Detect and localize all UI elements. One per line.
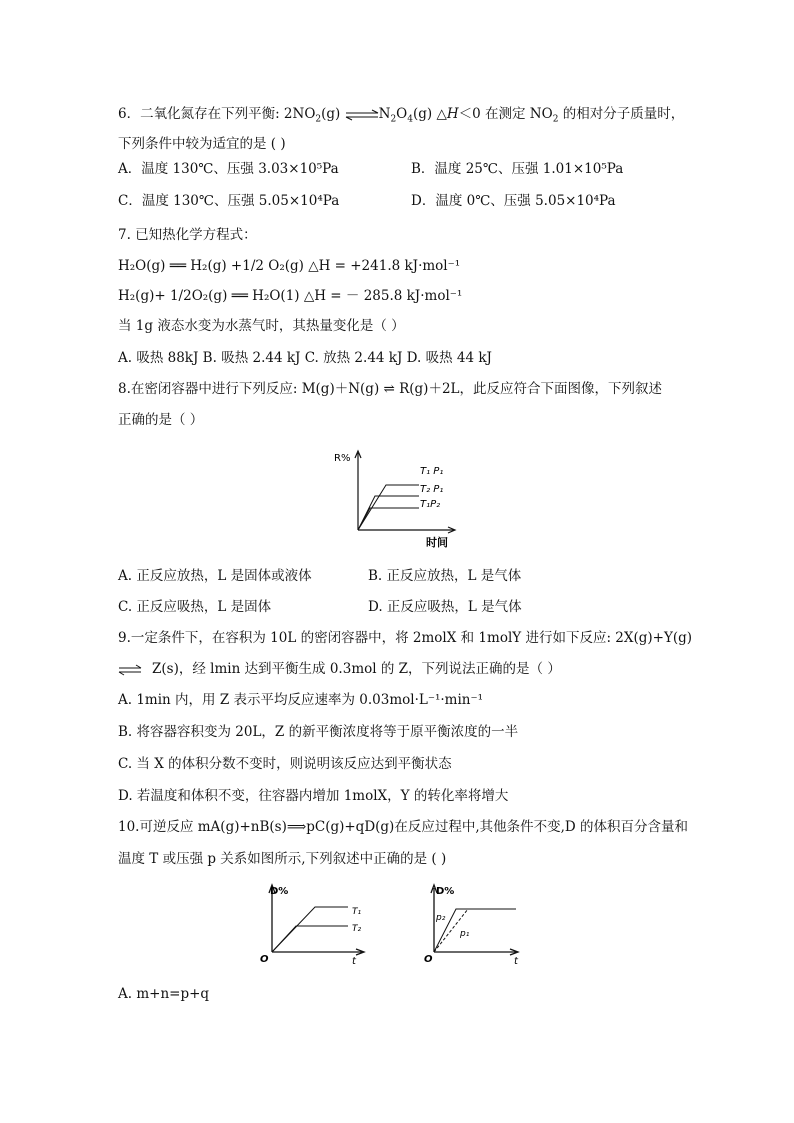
- q10-option-a: A. m+n=p+q: [118, 986, 210, 1002]
- q7-question: 当 1g 液态水变为水蒸气时，其热量变化是（ ）: [118, 318, 405, 334]
- q10-left-curve-1: [272, 907, 348, 952]
- q10-line2: 温度 T 或压强 p 关系如图所示,下列叙述中正确的是 ( ): [118, 851, 447, 867]
- q10-graph-right: [424, 880, 544, 970]
- q10-left-x-label: t: [352, 956, 356, 967]
- q6-line2: 下列条件中较为适宜的是 ( ): [118, 136, 286, 152]
- q9-line1: 9.一定条件下，在容积为 10L 的密闭容器中，将 2molX 和 1molY 进行如下反应: 2X(g)+Y(g): [118, 630, 693, 646]
- q6-line1: 6．二氧化氮存在下列平衡: $2NO_2(g)$ $N_2O_4(g)$ △H＜0 在测定 $NO_2$ 的相对分子质量时，: [118, 106, 685, 125]
- q10-right-x-label: t: [514, 956, 518, 967]
- q10-right-c2-label: p₁: [460, 929, 470, 939]
- q8-line1: 8.在密闭容器中进行下列反应: M(g)＋N(g) ⇌ R(g)＋2L，此反应符合下面图像，下列叙述: [118, 381, 662, 397]
- q8-option-d: D. 正反应吸热，L 是气体: [368, 599, 522, 615]
- q8-curve-1-label: T₁ P₁: [420, 466, 444, 477]
- q6-option-c: C．温度 130℃、压强 5.05×10⁴Pa: [118, 193, 340, 209]
- q8-graph: [330, 445, 470, 555]
- equilibrium-arrow-icon: [345, 110, 379, 120]
- q10-right-curve-1: [434, 909, 516, 952]
- q9-option-a: A. 1min 内，用 Z 表示平均反应速率为 0.03mol·L⁻¹·min⁻¹: [118, 692, 484, 708]
- q8-option-c: C. 正反应吸热，L 是固体: [118, 599, 272, 615]
- q10-right-origin: O: [424, 954, 433, 965]
- q10-line1: 10.可逆反应 mA(g)+nB(s)⟹pC(g)+qD(g)在反应过程中,其他条件不变,D 的体积百分含量和: [118, 819, 689, 835]
- q9-line2-wrap: [118, 660, 561, 678]
- q8-y-label: R%: [334, 453, 351, 464]
- q8-option-b: B. 正反应放热，L 是气体: [368, 568, 522, 584]
- q10-left-c1-label: T₁: [352, 907, 362, 917]
- q7-equation-1: H₂O(g) ══ H₂(g) +1/2 O₂(g) △H = +241.8 kJ·mol⁻¹: [118, 258, 461, 274]
- q8-x-label: 时间: [426, 536, 448, 549]
- q10-left-curve-2: [272, 926, 348, 952]
- q10-left-c2-label: T₂: [352, 924, 362, 934]
- q10-graph-left: [258, 880, 378, 970]
- q6-option-a: A．温度 130℃、压强 3.03×10⁵Pa: [118, 161, 339, 177]
- q10-right-y-label: D%: [436, 886, 455, 897]
- q8-option-a: A. 正反应放热，L 是固体或液体: [118, 568, 312, 584]
- q7-equation-2: H₂(g)+ 1/2O₂(g) ══ H₂O(1) △H = － 285.8 kJ·mol⁻¹: [118, 288, 463, 304]
- q8-line2: 正确的是（ ）: [118, 412, 204, 428]
- q10-right-c1-label: p₂: [436, 913, 446, 923]
- q8-curve-2-label: T₂ P₁: [420, 484, 444, 495]
- q10-left-origin: O: [260, 954, 269, 965]
- q9-option-c: C. 当 X 的体积分数不变时，则说明该反应达到平衡状态: [118, 756, 452, 772]
- q9-option-d: D. 若温度和体积不变，往容器内增加 1molX，Y 的转化率将增大: [118, 788, 509, 804]
- q8-curve-3-label: T₁P₂: [420, 499, 441, 510]
- q7-options: A. 吸热 88kJ B. 吸热 2.44 kJ C. 放热 2.44 kJ D. 吸热 44 kJ: [118, 350, 492, 366]
- q9-line2: Z(s)，经 lmin 达到平衡生成 0.3mol 的 Z，下列说法正确的是（ ）: [152, 661, 561, 677]
- equilibrium-arrow-icon: [118, 665, 152, 675]
- q7-title: 7. 已知热化学方程式：: [118, 227, 257, 243]
- q6-option-d: D．温度 0℃、压强 5.05×10⁴Pa: [411, 193, 616, 209]
- q10-left-y-label: D%: [270, 886, 289, 897]
- q6-option-b: B．温度 25℃、压强 1.01×10⁵Pa: [411, 161, 624, 177]
- q9-option-b: B. 将容器容积变为 20L，Z 的新平衡浓度将等于原平衡浓度的一半: [118, 724, 519, 740]
